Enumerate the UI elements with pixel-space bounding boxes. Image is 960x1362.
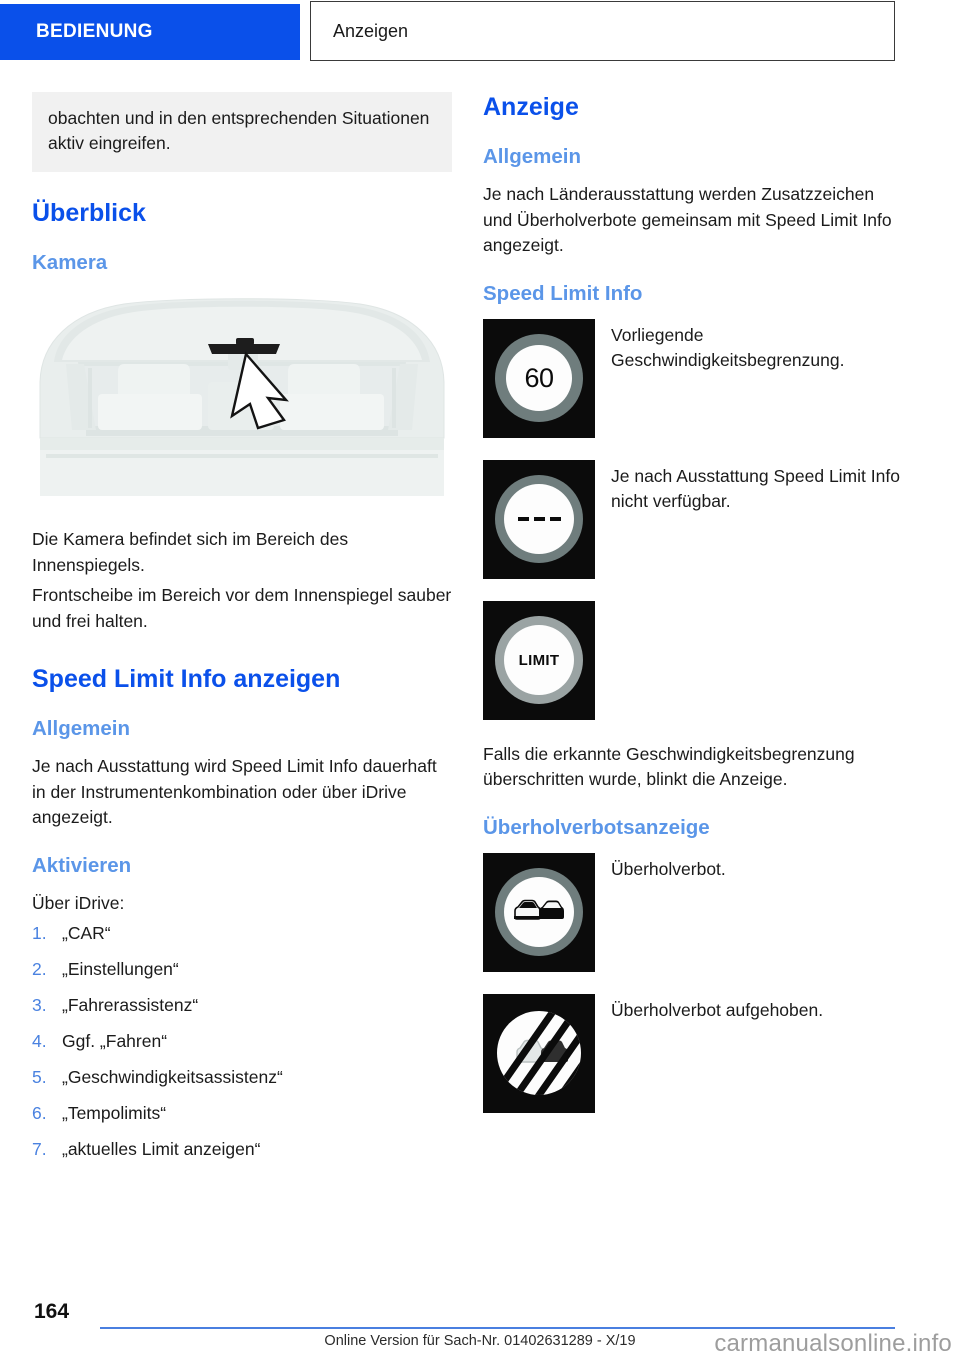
list-item <box>32 1137 452 1162</box>
heading-aktivieren: Aktivieren <box>32 853 132 877</box>
list-item <box>32 957 452 982</box>
list-item <box>32 1029 452 1054</box>
page-header <box>0 0 960 62</box>
continuation-callout <box>32 92 452 172</box>
heading-allgemein-left: Allgemein <box>32 717 130 740</box>
sign-row-speed-limit-unavailable <box>483 460 903 579</box>
camera-location-text: Die Kamera befindet sich im Bereich des Innenspiegels. <box>32 529 349 575</box>
sign-value: LIMIT <box>518 651 560 669</box>
heading-allgemein-right: Allgemein <box>483 145 581 168</box>
heading-kamera: Kamera <box>32 251 108 274</box>
step-label: „Tempolimits“ <box>62 1103 167 1123</box>
step-label: Ggf. „Fahren“ <box>62 1031 168 1051</box>
step-number: 7. <box>32 1139 47 1159</box>
sign-ring <box>495 616 583 704</box>
heading-speed-limit-info-anzeigen: Speed Limit Info anzeigen <box>32 665 341 693</box>
site-watermark: carmanualsonline.info <box>714 1330 952 1357</box>
dash-group <box>518 517 561 521</box>
speed-limit-60-sign-icon <box>483 319 595 438</box>
icon-cell <box>483 601 595 720</box>
page-footer <box>0 1300 960 1362</box>
step-label: „Geschwindigkeitsassistenz“ <box>62 1067 283 1087</box>
sign-description: Überholverbot aufgehoben. <box>611 999 824 1020</box>
speed-limit-word-sign-icon <box>483 601 595 720</box>
sign-face <box>504 625 574 695</box>
right-column <box>483 92 903 1135</box>
step-label: „Fahrerassistenz“ <box>62 995 199 1015</box>
dash <box>518 517 529 521</box>
left-column <box>32 92 452 1173</box>
step-label: „CAR“ <box>62 923 111 943</box>
footer-divider <box>100 1327 895 1329</box>
illustration-svg <box>32 288 452 503</box>
icon-cell <box>483 460 595 579</box>
step-number: 5. <box>32 1067 47 1087</box>
online-version-note: Online Version für Sach-Nr. 01402631289 - X/19 <box>324 1333 636 1349</box>
step-number: 3. <box>32 995 47 1015</box>
end-restriction-glyph <box>483 994 595 1113</box>
sign-description: Überholverbot. <box>611 858 726 879</box>
dash <box>534 517 545 521</box>
windshield-clean-text: Frontscheibe im Bereich vor dem Innenspiegel sauber und frei halten. <box>32 585 452 631</box>
step-number: 6. <box>32 1103 47 1123</box>
sign-face <box>506 345 572 411</box>
sign-face <box>504 877 574 947</box>
chapter-banner <box>0 4 300 60</box>
heading-speed-limit-info: Speed Limit Info <box>483 281 643 305</box>
step-label: „aktuelles Limit anzeigen“ <box>62 1139 261 1159</box>
sign-row-limit-word <box>483 601 903 720</box>
step-number: 2. <box>32 959 47 979</box>
step-number: 4. <box>32 1031 47 1051</box>
sign-row-no-overtaking <box>483 853 903 972</box>
sign-face <box>504 484 574 554</box>
end-of-no-overtaking-sign-icon <box>483 994 595 1113</box>
blink-warning-text: Falls die erkannte Geschwindigkeitsbegrenzung überschritten wurde, blinkt die Anzeige. <box>483 743 855 789</box>
list-item <box>32 1065 452 1090</box>
list-item <box>32 921 452 946</box>
sign-description: Je nach Ausstattung Speed Limit Info nicht verfügbar. <box>611 465 900 511</box>
speed-limit-unavailable-dashes-icon <box>483 460 595 579</box>
heading-anzeige: Anzeige <box>483 93 579 121</box>
car-interior-camera-illustration <box>32 288 452 503</box>
list-item <box>32 993 452 1018</box>
sign-row-end-no-overtaking <box>483 994 903 1113</box>
section-tab-label: Anzeigen <box>333 20 409 41</box>
icon-cell <box>483 853 595 972</box>
sign-row-speed-limit-60 <box>483 319 903 438</box>
allgemein-text-right: Je nach Länderausstattung werden Zusatzzeichen und Überholverbote gemeinsam mit Speed Limit Info angezeigt. <box>483 184 892 255</box>
page-number: 164 <box>34 1300 70 1323</box>
allgemein-text-left: Je nach Ausstattung wird Speed Limit Info dauerhaft in der Instrumentenkombination oder über iDrive angezeigt. <box>32 756 437 827</box>
sign-description: Vorliegende Geschwindigkeitsbegrenzung. <box>611 324 845 370</box>
list-item <box>32 1101 452 1126</box>
two-cars-glyph <box>511 897 567 927</box>
section-tab <box>310 1 895 61</box>
sign-ring <box>495 868 583 956</box>
no-overtaking-sign-icon <box>483 853 595 972</box>
heading-ueberblick: Überblick <box>32 199 146 227</box>
heading-ueberholverbotsanzeige: Überholverbotsanzeige <box>483 815 710 839</box>
sign-ring <box>495 475 583 563</box>
icon-cell <box>483 319 595 438</box>
aktivieren-intro-text: Über iDrive: <box>32 892 125 913</box>
step-number: 1. <box>32 923 47 943</box>
sign-description <box>611 601 903 605</box>
step-label: „Einstellungen“ <box>62 959 179 979</box>
icon-cell <box>483 994 595 1113</box>
continuation-text: obachten und in den entsprechenden Situationen aktiv eingreifen. <box>48 108 430 153</box>
sign-value: 60 <box>524 362 554 393</box>
sign-ring <box>495 334 583 422</box>
dash <box>550 517 561 521</box>
chapter-title: BEDIENUNG <box>36 21 153 42</box>
activation-steps-list <box>32 921 452 1162</box>
